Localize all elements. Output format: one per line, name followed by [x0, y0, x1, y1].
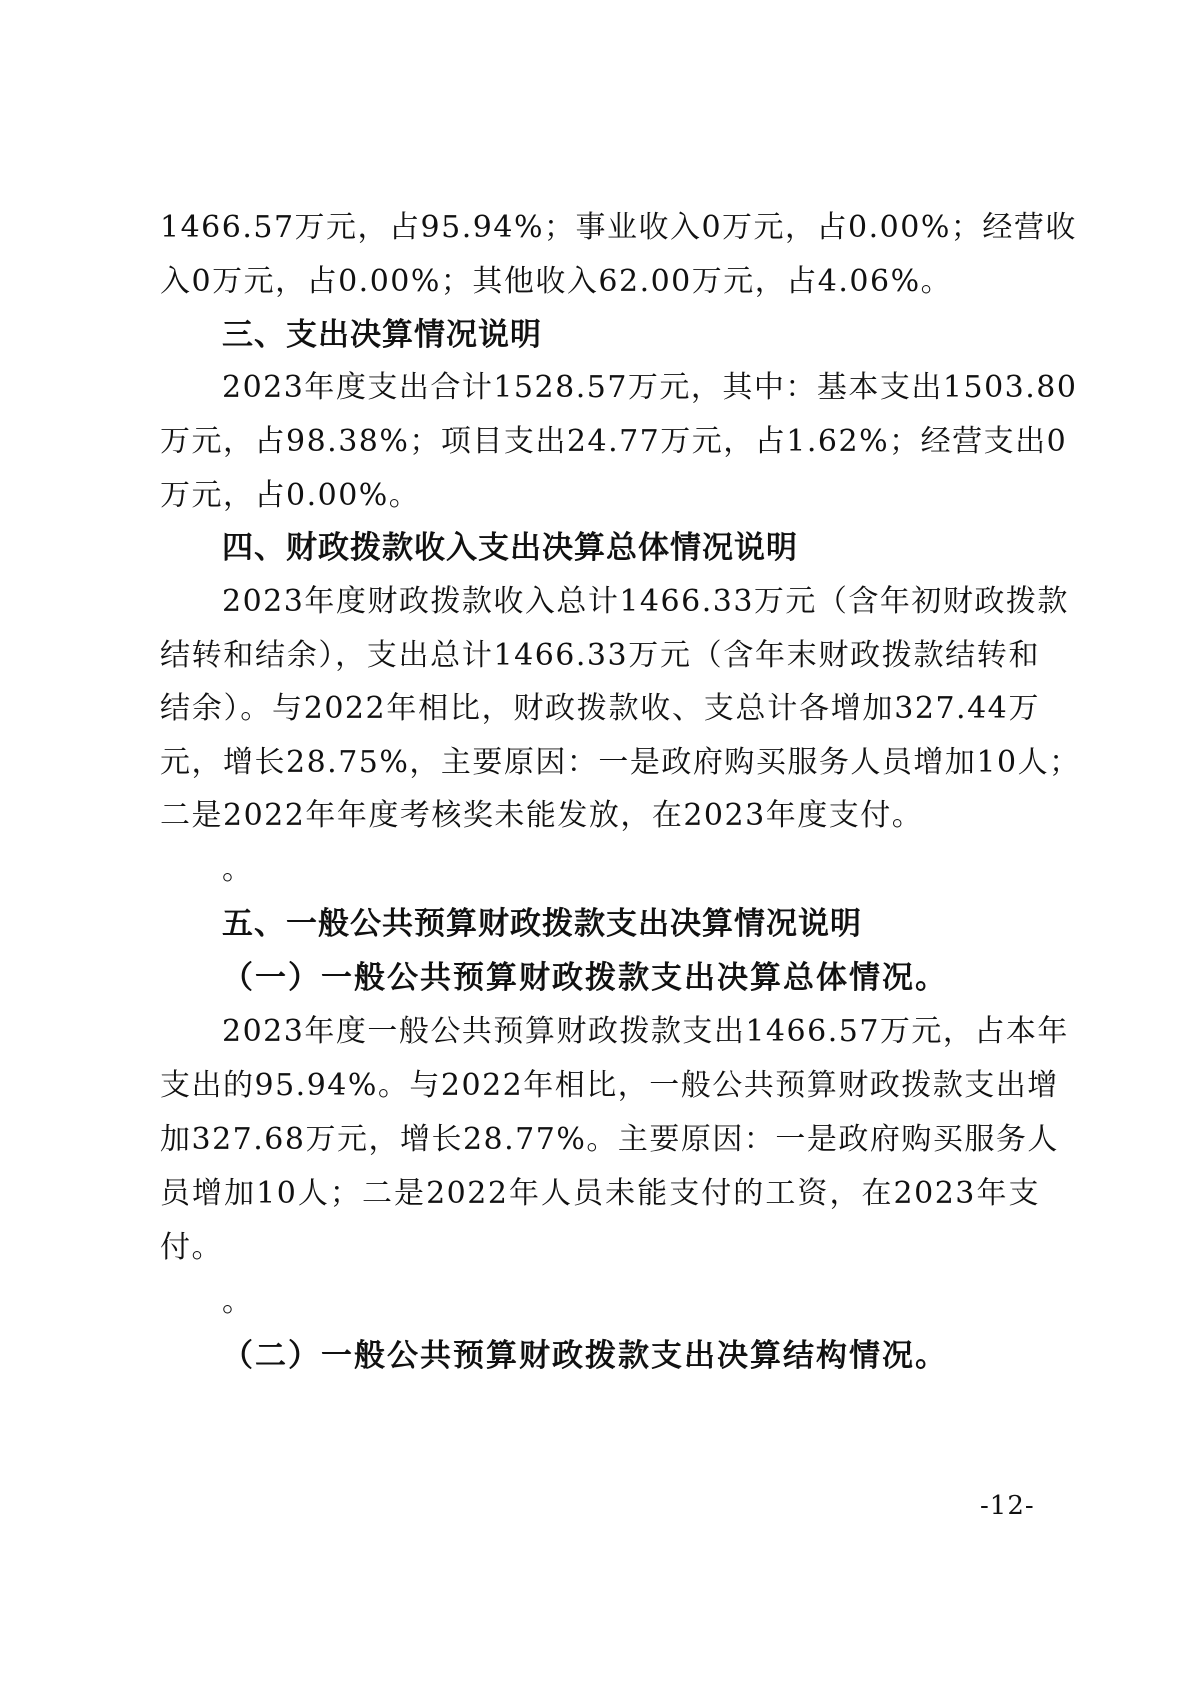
- body-text-line: 万元，占98.38%；项目支出24.77万元，占1.62%；经营支出0: [160, 424, 1068, 459]
- body-text-line: 支出的95.94%。与2022年相比，一般公共预算财政拨款支出增: [160, 1068, 1059, 1103]
- body-text-line: 2023年度一般公共预算财政拨款支出1466.57万元，占本年: [222, 1014, 1069, 1049]
- section-heading-3: 三、支出决算情况说明: [222, 317, 542, 353]
- body-text-line: 入0万元，占0.00%；其他收入62.00万元，占4.06%。: [160, 264, 953, 299]
- body-text-line: 结转和结余），支出总计1466.33万元（含年末财政拨款结转和: [160, 638, 1040, 673]
- body-text-line: 加327.68万元，增长28.77%。主要原因：一是政府购买服务人: [160, 1122, 1059, 1157]
- body-text-line: 万元，占0.00%。: [160, 478, 421, 513]
- page-number: -12-: [980, 1491, 1035, 1521]
- body-text-line: 员增加10人；二是2022年人员未能支付的工资，在2023年支: [160, 1176, 1040, 1211]
- body-text-line: 二是2022年年度考核奖未能发放，在2023年度支付。: [160, 798, 924, 833]
- body-text-line: 2023年度财政拨款收入总计1466.33万元（含年初财政拨款: [222, 584, 1069, 619]
- stray-period: 。: [222, 852, 254, 887]
- body-text-line: 付。: [160, 1230, 223, 1265]
- body-text-line: 结余）。与2022年相比，财政拨款收、支总计各增加327.44万: [160, 691, 1040, 726]
- subsection-heading-2: （二）一般公共预算财政拨款支出决算结构情况。: [222, 1338, 948, 1374]
- body-text-line: 元，增长28.75%，主要原因：一是政府购买服务人员增加10人；: [160, 745, 1081, 780]
- stray-period: 。: [222, 1284, 254, 1319]
- body-text-line: 2023年度支出合计1528.57万元，其中：基本支出1503.80: [222, 370, 1078, 405]
- subsection-heading-1: （一）一般公共预算财政拨款支出决算总体情况。: [222, 960, 948, 996]
- section-heading-5: 五、一般公共预算财政拨款支出决算情况说明: [222, 906, 862, 942]
- section-heading-4: 四、财政拨款收入支出决算总体情况说明: [222, 530, 798, 566]
- body-text-line: 1466.57万元，占95.94%；事业收入0万元，占0.00%；经营收: [160, 210, 1077, 245]
